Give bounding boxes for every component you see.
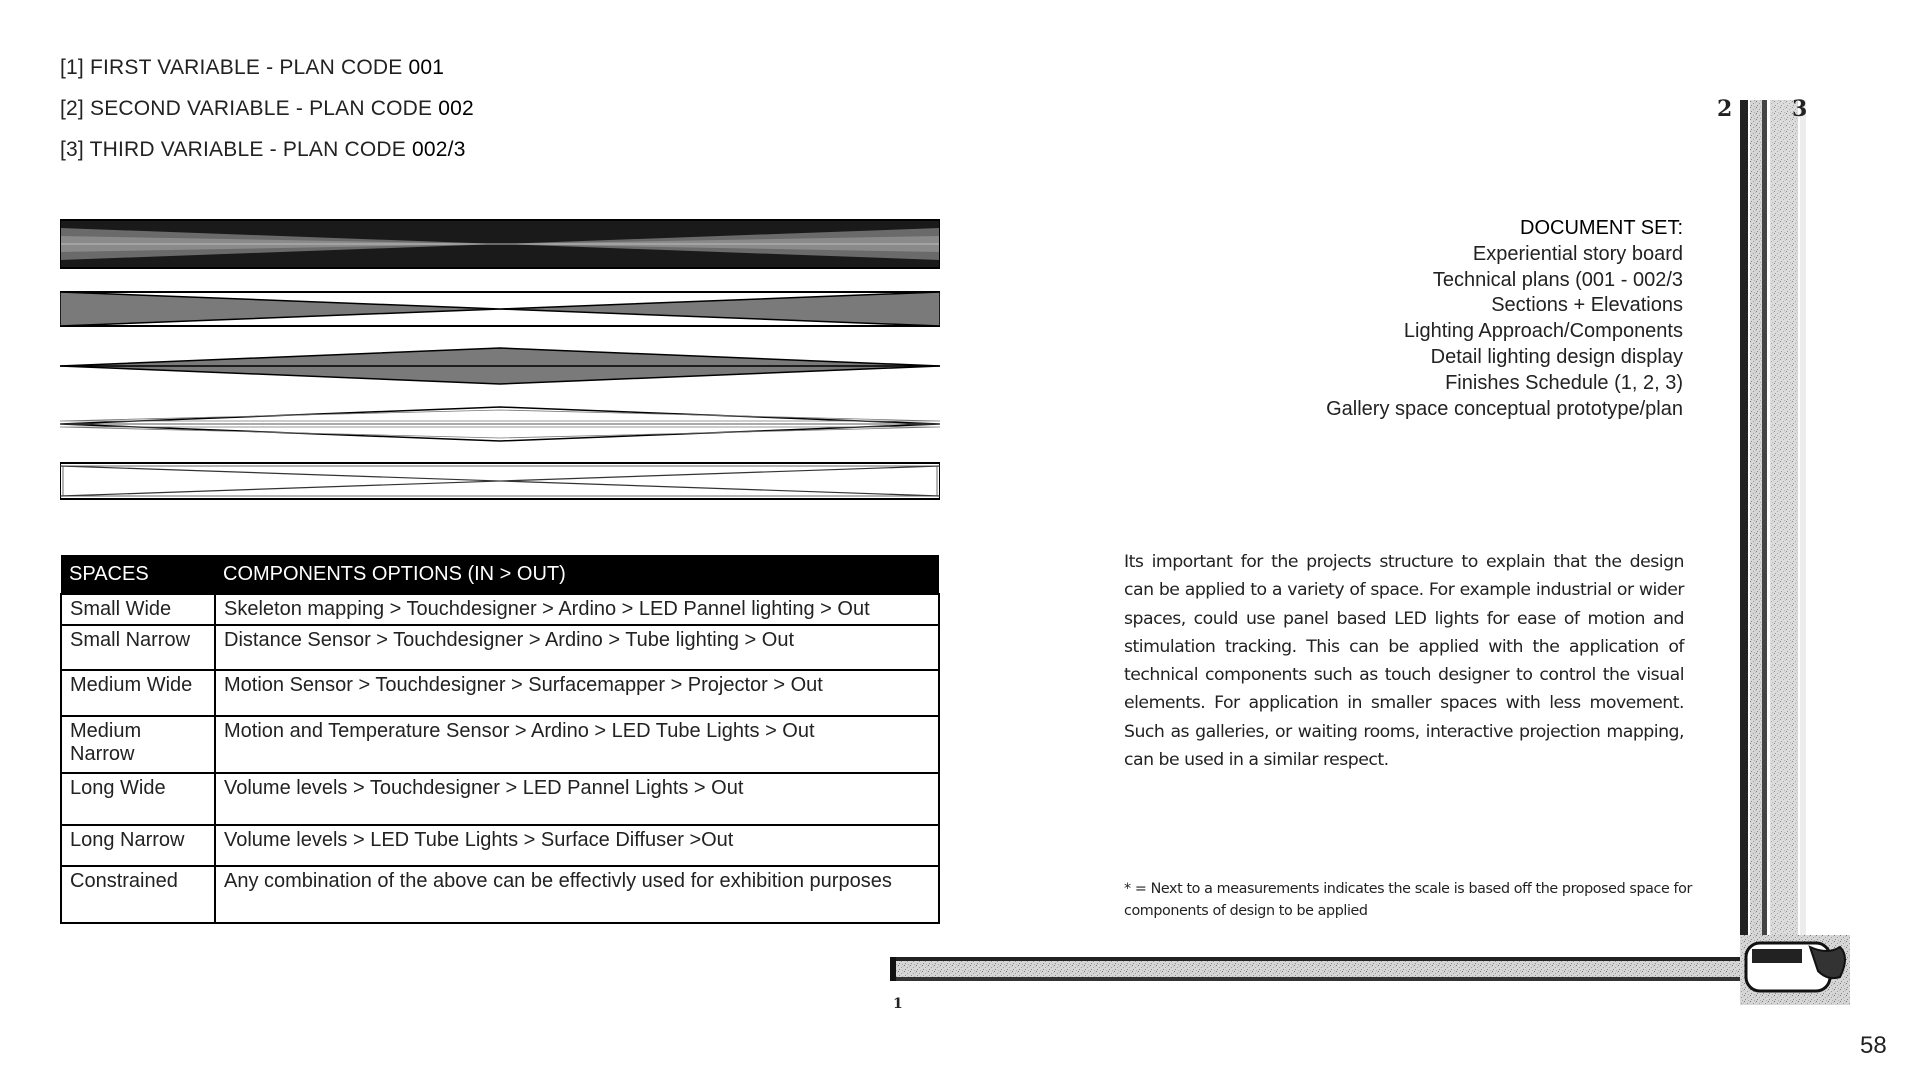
table-row	[61, 825, 939, 866]
table-row	[61, 866, 939, 923]
page-number: 58	[1860, 1032, 1887, 1059]
vertical-bar	[1740, 100, 1806, 940]
space-cell: Small Narrow	[61, 625, 215, 670]
scale-footnote: * = Next to a measurements indicates the scale is based off the proposed space for components of design to be applied	[1124, 881, 1692, 919]
components-cell: Volume levels > LED Tube Lights > Surface Diffuser >Out	[215, 825, 939, 866]
band-2	[60, 292, 940, 326]
space-cell: Constrained	[61, 866, 215, 923]
header-components: COMPONENTS OPTIONS (IN > OUT)	[215, 555, 939, 594]
variable-line-2	[60, 97, 474, 121]
corner-label-1: 1	[893, 996, 903, 1012]
table-row	[61, 670, 939, 716]
space-cell: Small Wide	[61, 594, 215, 625]
corner-block	[1740, 935, 1850, 1005]
plan-code: 001	[408, 56, 445, 79]
plan-code: 002/3	[412, 138, 466, 161]
plan-variants-diagram	[60, 218, 940, 508]
document-set-item: Lighting Approach/Components	[1403, 320, 1683, 343]
document-set-item: Gallery space conceptual prototype/plan	[1326, 397, 1683, 420]
document-set-item: Detail lighting design display	[1430, 345, 1683, 368]
corner-label-3: 3	[1792, 96, 1808, 122]
corner-label-2: 2	[1717, 96, 1733, 122]
table-row	[61, 773, 939, 825]
band-4	[60, 407, 940, 441]
band-5	[60, 463, 940, 499]
band-3	[60, 348, 940, 384]
variable-label: [3] THIRD VARIABLE - PLAN CODE	[60, 138, 413, 161]
space-cell: Long Narrow	[61, 825, 215, 866]
components-cell: Any combination of the above can be effectivly used for exhibition purposes	[215, 866, 939, 923]
explanation-paragraph: Its important for the projects structure to explain that the design can be applied to a variety of space. For example industrial or wider spaces, could use panel based LED lights for ease of motion and stimulation tracking. This can be applied with the application of technical components such as touch designer to control the visual elements. For application in smaller spaces with less movement. Such as galleries, or waiting rooms, interactive projection mapping, can be used in a similar respect.	[1124, 552, 1684, 771]
horizontal-bar	[890, 957, 1750, 981]
space-cell: Medium Wide	[61, 670, 215, 716]
band-1	[60, 220, 940, 268]
variable-line-1	[60, 56, 444, 80]
variable-label: [2] SECOND VARIABLE - PLAN CODE	[60, 97, 439, 120]
document-set-heading: DOCUMENT SET:	[1520, 217, 1683, 239]
document-set-item: Experiential story board	[1472, 242, 1683, 265]
plan-code: 002	[438, 97, 474, 120]
space-cell: Long Wide	[61, 773, 215, 825]
components-cell: Distance Sensor > Touchdesigner > Ardino > Tube lighting > Out	[215, 625, 939, 670]
table-row	[61, 625, 939, 670]
table-row	[61, 594, 939, 625]
document-set-item: Technical plans (001 - 002/3	[1432, 268, 1683, 291]
components-cell: Motion Sensor > Touchdesigner > Surfacemapper > Projector > Out	[215, 670, 939, 716]
table-row	[61, 716, 939, 773]
space-cell: Medium Narrow	[61, 716, 215, 773]
components-cell: Skeleton mapping > Touchdesigner > Ardino > LED Pannel lighting > Out	[215, 594, 939, 625]
table-header-row	[61, 555, 939, 594]
document-set-item: Sections + Elevations	[1491, 294, 1683, 317]
document-set-item: Finishes Schedule (1, 2, 3)	[1445, 371, 1683, 394]
header-spaces: SPACES	[61, 555, 215, 594]
spaces-components-table	[60, 555, 940, 924]
components-cell: Volume levels > Touchdesigner > LED Pannel Lights > Out	[215, 773, 939, 825]
variable-line-3	[60, 138, 466, 162]
components-cell: Motion and Temperature Sensor > Ardino > LED Tube Lights > Out	[215, 716, 939, 773]
variable-label: [1] FIRST VARIABLE - PLAN CODE	[60, 56, 409, 79]
dimension-frame-graphic	[880, 95, 1880, 1015]
